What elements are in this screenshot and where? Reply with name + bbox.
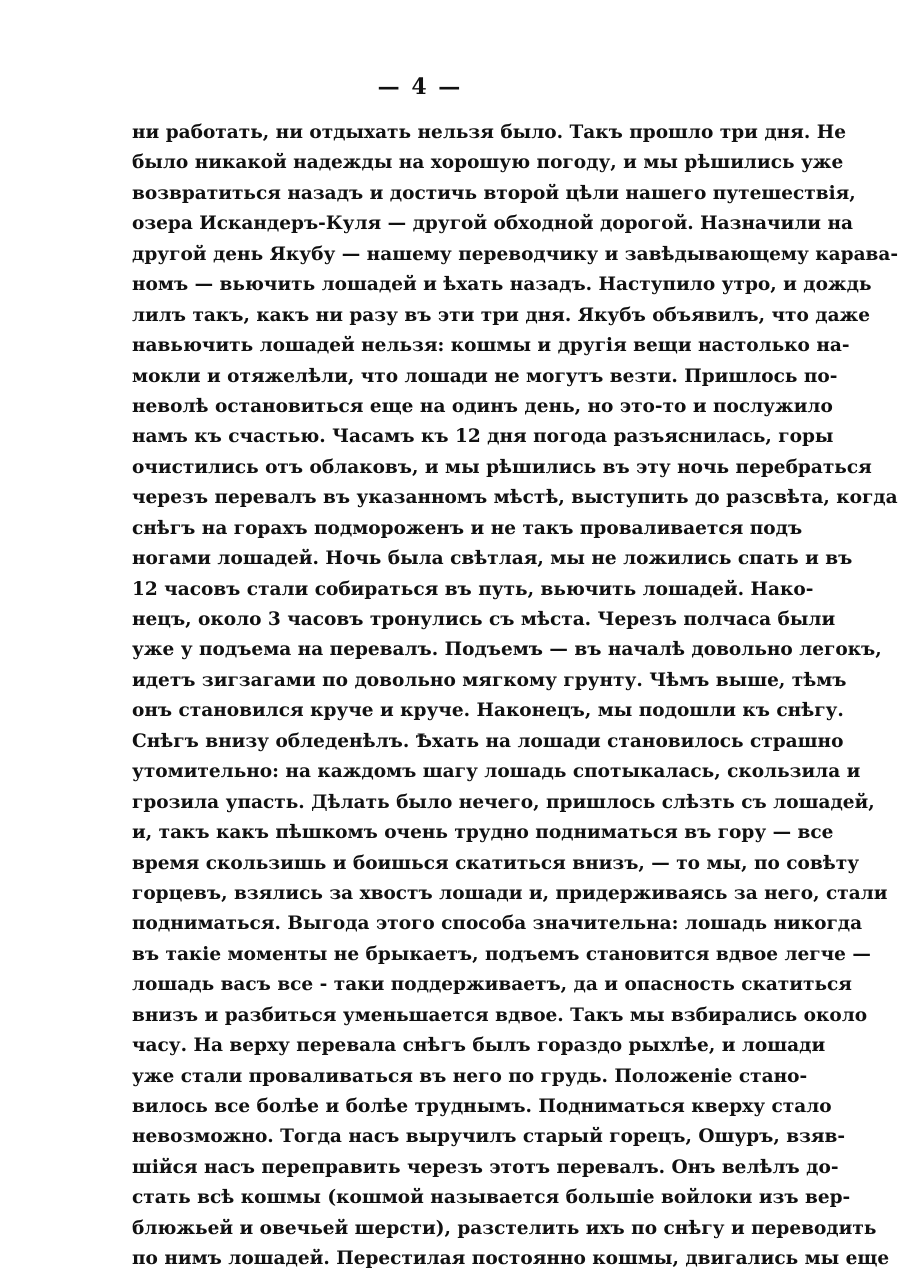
text-line: вилось все болѣе и болѣе труднымъ. Подниматься кверху стало (132, 1096, 832, 1117)
text-line: подниматься. Выгода этого способа значительна: лошадь никогда (132, 913, 863, 935)
text-line: навьючить лошадей нельзя: кошмы и другія вещи настолько на- (132, 335, 850, 357)
text-line: Снѣгъ внизу обледенѣлъ. Ѣхать на лошади становилось страшно (132, 730, 844, 752)
text-line: намъ къ счастью. Часамъ къ 12 дня погода разъяснилась, горы (132, 426, 834, 448)
text-line: уже стали проваливаться въ него по грудь. Положеніе стано- (132, 1065, 808, 1087)
text-line: шійся насъ переправить черезъ этотъ перевалъ. Онъ велѣлъ до- (132, 1156, 839, 1178)
text-line: неволѣ остановиться еще на одинъ день, но это-то и послужило (132, 395, 833, 417)
text-body (132, 118, 898, 1275)
text-line: нецъ, около 3 часовъ тронулись съ мѣста. Черезъ полчаса были (132, 609, 836, 630)
text-line: невозможно. Тогда насъ выручилъ старый горецъ, Ошуръ, взяв- (132, 1126, 846, 1148)
text-line: утомительно: на каждомъ шагу лошадь спотыкалась, скользила и (132, 761, 861, 783)
text-line: номъ — вьючить лошадей и ѣхать назадъ. Наступило утро, и дождь (132, 274, 872, 296)
text-line: озера Искандеръ-Куля — другой обходной дорогой. Назначили на (132, 213, 853, 235)
text-line: горцевъ, взялись за хвостъ лошади и, придерживаясь за него, стали (132, 882, 888, 904)
text-line: внизъ и разбиться уменьшается вдвое. Такъ мы взбирались около (132, 1004, 868, 1026)
page-number: — 4 — (377, 74, 463, 100)
text-line: время скользишь и боишься скатиться внизъ, — то мы, по совѣту (132, 852, 860, 874)
text-line: онъ становился круче и круче. Наконецъ, мы подошли къ снѣгу. (132, 700, 844, 722)
text-line: черезъ перевалъ въ указанномъ мѣстѣ, выступить до разсвѣта, когда (132, 487, 898, 509)
text-line: лилъ такъ, какъ ни разу въ эти три дня. Якубъ объявилъ, что даже (132, 304, 871, 326)
text-line: мокли и отяжелѣли, что лошади не могутъ везти. Пришлось по- (132, 365, 838, 387)
text-line: снѣгъ на горахъ подмороженъ и не такъ проваливается подъ (132, 517, 803, 539)
text-line: было никакой надежды на хорошую погоду, и мы рѣшились уже (132, 152, 844, 174)
text-line: другой день Якубу — нашему переводчику и завѣдывающему карава- (132, 243, 898, 265)
text-line: ни работать, ни отдыхать нельзя было. Такъ прошло три дня. Не (132, 122, 846, 143)
text-line: очистились отъ облаковъ, и мы рѣшились въ эту ночь перебраться (132, 456, 872, 478)
text-line: возвратиться назадъ и достичь второй цѣли нашего путешествія, (132, 182, 856, 204)
text-line: ногами лошадей. Ночь была свѣтлая, мы не ложились спать и въ (132, 548, 853, 570)
text-line: грозила упасть. Дѣлать было нечего, пришлось слѣзть съ лошадей, (132, 791, 875, 813)
text-line: лошадь васъ все - таки поддерживаетъ, да и опасность скатиться (132, 974, 852, 996)
text-line: стать всѣ кошмы (кошмой называется большіе войлоки изъ вер- (132, 1187, 851, 1209)
text-line: часу. На верху перевала снѣгъ былъ гораздо рыхлѣе, и лошади (132, 1035, 826, 1057)
text-line: въ такіе моменты не брыкаетъ, подъемъ становится вдвое легче — (132, 943, 871, 965)
text-line: уже у подъема на перевалъ. Подъемъ — въ началѣ довольно легокъ, (132, 639, 882, 661)
text-line: и, такъ какъ пѣшкомъ очень трудно подниматься въ гору — все (132, 822, 834, 844)
text-line: по нимъ лошадей. Перестилая постоянно кошмы, двигались мы еще (132, 1248, 890, 1270)
text-line: идетъ зигзагами по довольно мягкому грунту. Чѣмъ выше, тѣмъ (132, 669, 847, 691)
text-line: 12 часовъ стали собираться въ путь, вьючить лошадей. Нако- (132, 578, 814, 600)
text-line: блюжьей и овечьей шерсти), разстелить ихъ по снѣгу и переводить (132, 1217, 877, 1239)
